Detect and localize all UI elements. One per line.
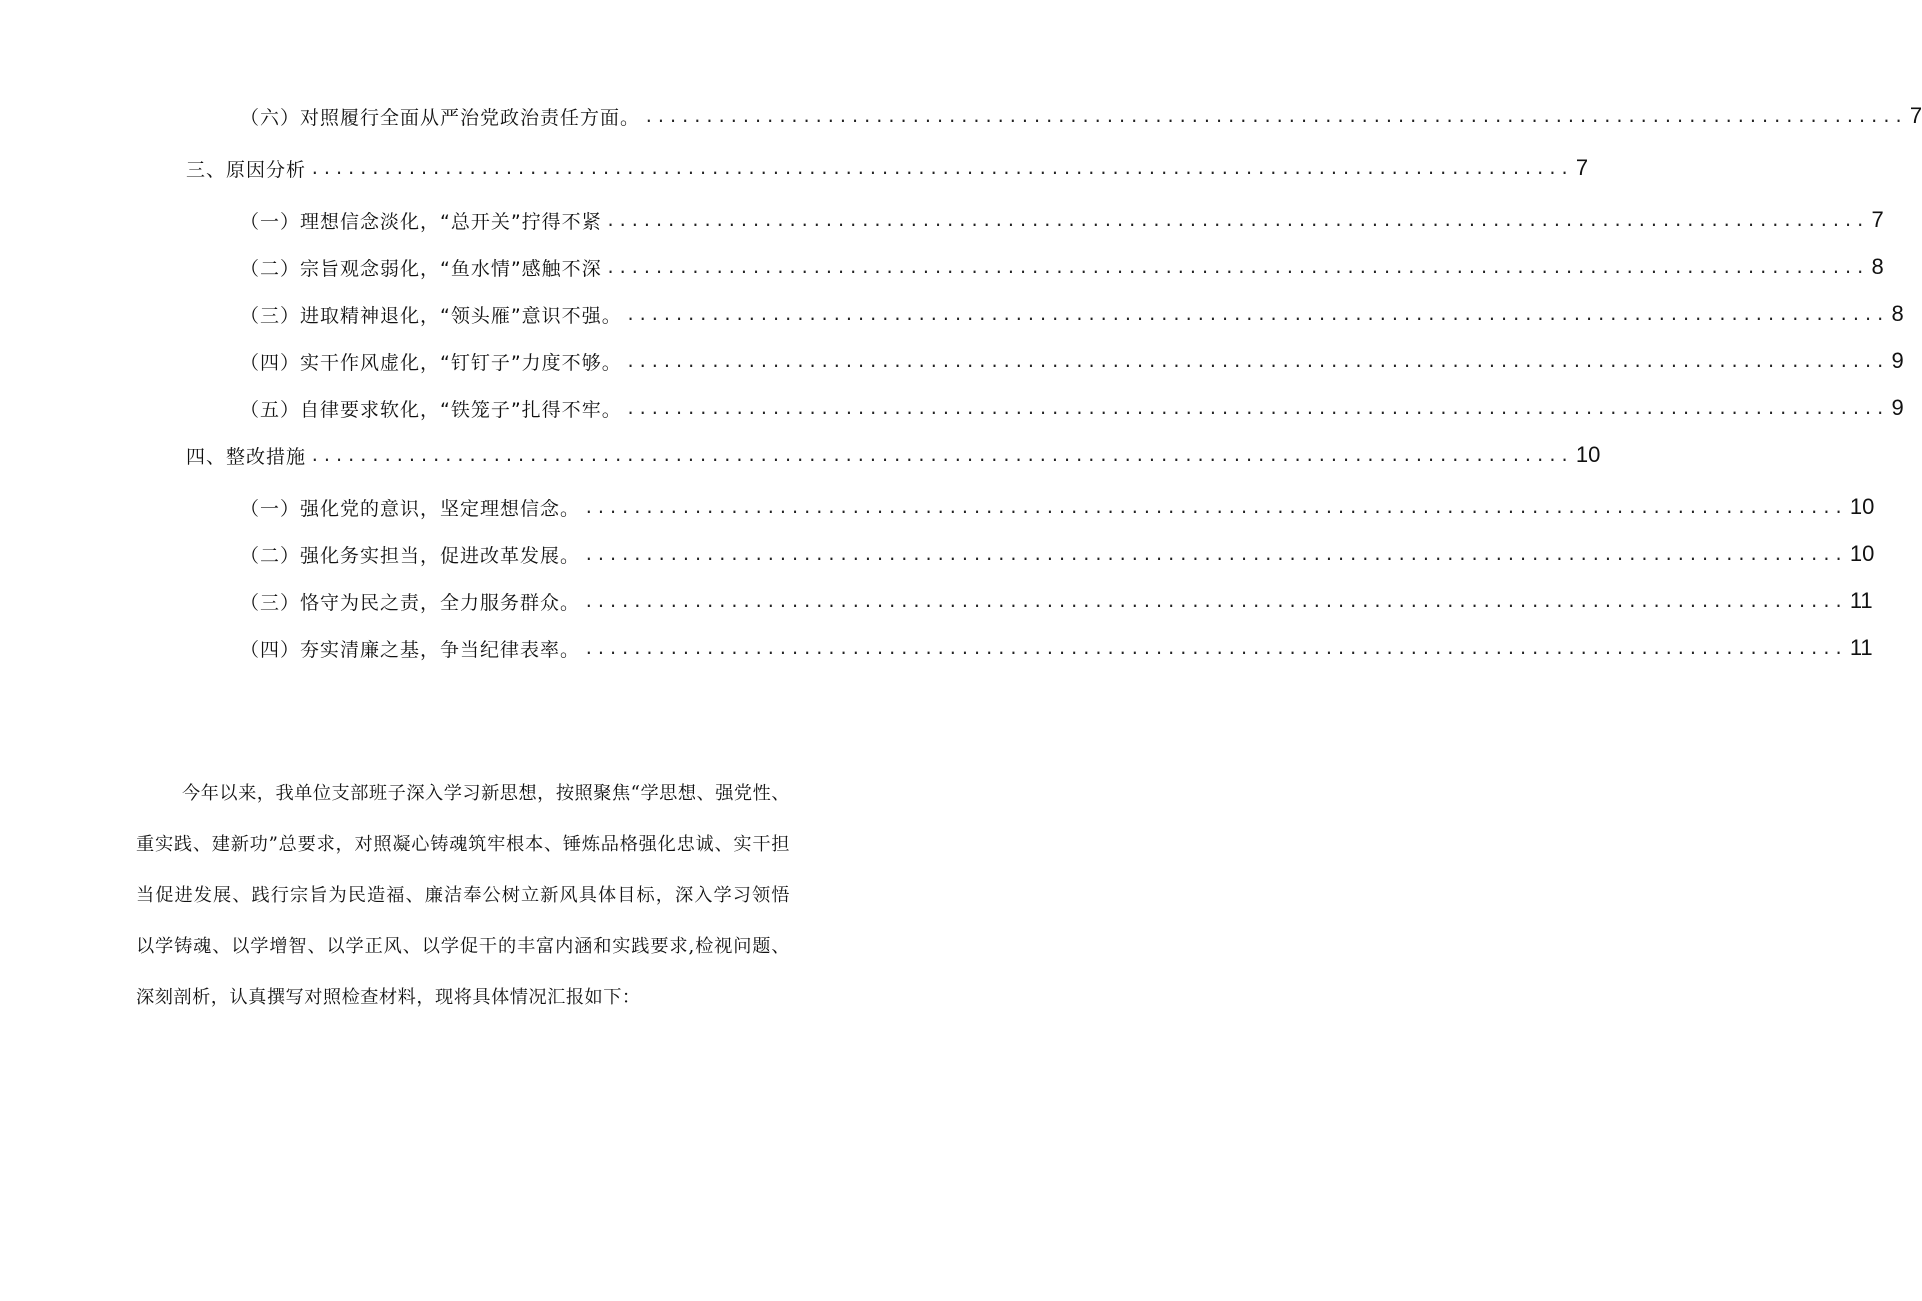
- toc-page-number: 10: [1575, 442, 1601, 467]
- toc-entry-title: （一）强化党的意识，坚定理想信念。: [240, 497, 581, 520]
- toc-entry[interactable]: [240, 539, 1875, 569]
- toc-entry-title: （五）自律要求软化，“铁笼子”扎得不牢。: [240, 398, 622, 421]
- toc-entry[interactable]: [240, 252, 1884, 282]
- toc-section-entry[interactable]: [186, 440, 1601, 470]
- toc-dot-leader: ........................................................................................................: [310, 158, 1572, 178]
- toc-page-number: 11: [1849, 588, 1873, 613]
- toc-dot-leader: ........................................................................................................: [605, 210, 1868, 230]
- toc-entry-title: （二）宗旨观念弱化，“鱼水情”感触不深: [240, 257, 602, 280]
- toc-dot-leader: ........................................................................................................: [605, 257, 1868, 277]
- toc-entry-title: （一）理想信念淡化，“总开关”拧得不紧: [240, 210, 602, 233]
- toc-entry-title: （二）强化务实担当，促进改革发展。: [240, 544, 581, 567]
- toc-dot-leader: ........................................................................................................: [625, 398, 1888, 418]
- toc-entry-title: （四）实干作风虚化，“钉钉子”力度不够。: [240, 351, 622, 374]
- toc-page-number: 11: [1849, 635, 1873, 660]
- toc-page-number: 8: [1871, 254, 1884, 279]
- toc-section-entry[interactable]: [186, 153, 1589, 183]
- toc-dot-leader: ........................................................................................................: [310, 445, 1572, 465]
- toc-entry-title: （三）恪守为民之责，全力服务群众。: [240, 591, 581, 614]
- toc-page-number: 10: [1849, 494, 1875, 519]
- toc-entry[interactable]: [240, 205, 1884, 235]
- toc-page-number: 8: [1891, 301, 1904, 326]
- toc-dot-leader: ........................................................................................................: [584, 544, 1846, 564]
- toc-page-number: 9: [1891, 348, 1904, 373]
- toc-page-number: 7: [1909, 103, 1922, 128]
- toc-page-number: 7: [1575, 155, 1589, 180]
- intro-paragraph: 今年以来，我单位支部班子深入学习新思想，按照聚焦“学思想、强党性、重实践、建新功”总要求，对照凝心铸魂筑牢根本、锤炼品格强化忠诚、实干担当促进发展、践行宗旨为民造福、廉洁奉公树立新风具体目标，深入学习领悟以学铸魂、以学增智、以学正风、以学促干的丰富内涵和实践要求,检视问题、深刻剖析，认真撰写对照检查材料，现将具体情况汇报如下：: [136, 783, 790, 1008]
- toc-dot-leader: ........................................................................................................: [644, 106, 1906, 126]
- toc-entry-title: 三、原因分析: [186, 158, 307, 181]
- toc-entry-title: （六）对照履行全面从严治党政治责任方面。: [240, 106, 641, 129]
- toc-dot-leader: ........................................................................................................: [584, 497, 1846, 517]
- toc-page-number: 9: [1891, 395, 1904, 420]
- toc-dot-leader: ........................................................................................................: [584, 638, 1846, 658]
- toc-entry[interactable]: [240, 299, 1904, 329]
- toc-entry-title: （四）夯实清廉之基，争当纪律表率。: [240, 638, 581, 661]
- toc-page-number: 7: [1871, 207, 1884, 232]
- toc-dot-leader: ........................................................................................................: [584, 591, 1846, 611]
- toc-page-number: 10: [1849, 541, 1875, 566]
- toc-entry[interactable]: [240, 633, 1873, 663]
- toc-entry[interactable]: [240, 101, 1922, 131]
- toc-entry[interactable]: [240, 393, 1904, 423]
- toc-entry[interactable]: [240, 346, 1904, 376]
- toc-entry-title: 四、整改措施: [186, 445, 307, 468]
- toc-entry-title: （三）进取精神退化，“领头雁”意识不强。: [240, 304, 622, 327]
- toc-entry[interactable]: [240, 586, 1873, 616]
- toc-entry[interactable]: [240, 492, 1875, 522]
- toc-dot-leader: ........................................................................................................: [625, 304, 1888, 324]
- toc-dot-leader: ........................................................................................................: [625, 351, 1888, 371]
